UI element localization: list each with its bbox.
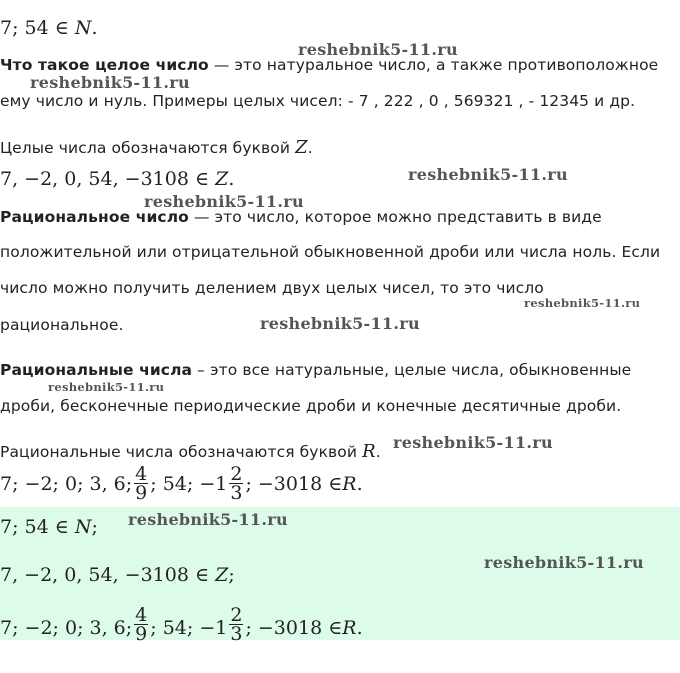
rational-definition-line2: положительной или отрицательной обыкновенной дроби или числа ноль. Если <box>0 243 661 261</box>
rational-set-line: 7; −2; 0; 3, 6; $\frac{4}{9}$ ; 54; −1 $\frac{2}{3}$ ; −3018 ∈ R . <box>0 463 363 504</box>
integer-definition-line2: ему число и нуль. Примеры целых чисел: - 7 , 222 , 0 , 569321 , - 12345 и др. <box>0 92 636 110</box>
fraction: $\frac{4}{9}$ <box>135 604 148 645</box>
answer-integer-line: 7, −2, 0, 54, −3108 ∈ Z; <box>0 564 235 586</box>
watermark: reshebnik5-11.ru <box>128 510 288 529</box>
fraction: $\frac{4}{9}$ <box>135 463 148 504</box>
integer-set-line: 7, −2, 0, 54, −3108 ∈ Z. <box>0 168 235 190</box>
watermark: reshebnik5-11.ru <box>408 165 568 184</box>
rational-definition-line3: число можно получить делением двух целых чисел, то это число <box>0 279 544 297</box>
rational-definition-line4: рациональное. <box>0 316 124 334</box>
rational-letter-line: Рациональные числа обозначаются буквой R. <box>0 441 381 462</box>
watermark: reshebnik5-11.ru <box>30 73 190 92</box>
watermark: reshebnik5-11.ru <box>260 314 420 333</box>
fraction: $\frac{2}{3}$ <box>230 604 243 645</box>
fraction: $\frac{2}{3}$ <box>230 463 243 504</box>
answer-rational-line: 7; −2; 0; 3, 6; $\frac{4}{9}$ ; 54; −1 $\frac{2}{3}$ ; −3018 ∈ R . <box>0 604 363 645</box>
watermark: reshebnik5-11.ru <box>393 433 553 452</box>
watermark: reshebnik5-11.ru <box>48 380 165 394</box>
integer-letter-line: Целые числа обозначаются буквой Z. <box>0 137 313 158</box>
watermark: reshebnik5-11.ru <box>144 192 304 211</box>
integer-definition-line1: Что такое целое число — это натуральное число, а также противоположное <box>0 56 659 74</box>
rationals-definition-line2: дроби, бесконечные периодические дроби и конечные десятичные дроби. <box>0 397 622 415</box>
watermark: reshebnik5-11.ru <box>298 40 458 59</box>
watermark: reshebnik5-11.ru <box>484 553 644 572</box>
natural-set-line: 7; 54 ∈ N. <box>0 17 98 39</box>
watermark: reshebnik5-11.ru <box>524 296 641 310</box>
rational-definition-line1: Рациональное число — это число, которое можно представить в виде <box>0 208 602 226</box>
answer-natural-line: 7; 54 ∈ N; <box>0 516 98 538</box>
rationals-definition-line1: Рациональные числа – это все натуральные, целые числа, обыкновенные <box>0 361 632 379</box>
